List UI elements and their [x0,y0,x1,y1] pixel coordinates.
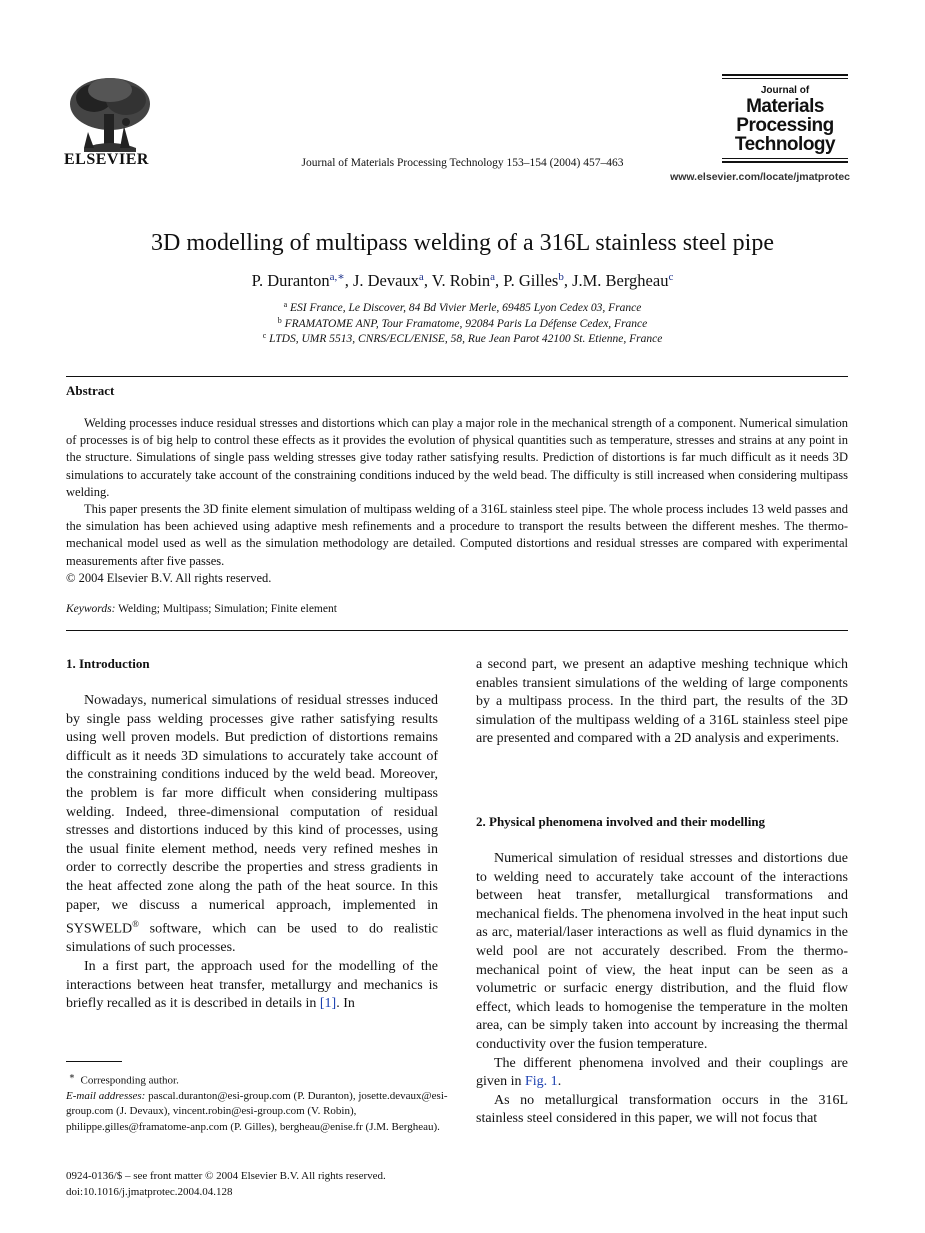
registered-mark: ® [132,919,139,930]
keywords-text: Welding; Multipass; Simulation; Finite element [118,603,337,615]
paragraph-text: In a first part, the approach used for the modelling of the interactions between heat transfer, metallurgy and mechanics is briefly recalled as it is described in details in [66,958,438,1012]
author-name: P. Gilles [503,271,559,290]
journal-reference: Journal of Materials Processing Technology 153–154 (2004) 457–463 [301,157,624,169]
keywords-label: Keywords: [66,603,116,615]
abstract-body [66,415,848,587]
author-name: P. Duranton [251,271,330,290]
author-affiliation-marker[interactable]: b [558,271,564,283]
journal-name-line-2: Processing [736,115,834,136]
paragraph-text: Nowadays, numerical simulations of residual stresses induced by single pass welding processes give rather satisfying results using well proven models. But prediction of distortions remains difficult as it needs 3D simulations to accurately take account of the constraining conditions induced by the weld bead. Moreover, the problem is far more difficult when considering multipass welding. Indeed, three-dimensional computation of residual stresses and distortions induced by this kind of processes, using the usual finite element method, needs very refined meshes in order to correctly describe the properties and stress gradients in the heat affected zone along the path of the heat source. In this paper, we discuss a numerical approach, implemented in SYSWELD [66,693,438,937]
paragraph: As no metallurgical transformation occurs in the 316L stainless steel considered in this paper, we will not focus that [476,1092,848,1127]
divider [66,376,848,377]
author-affiliation-marker[interactable]: a,∗ [329,271,345,283]
author-name: V. Robin [431,271,491,290]
figure-link[interactable]: Fig. 1 [525,1074,558,1090]
abstract-heading: Abstract [66,383,115,398]
section-heading-introduction: 1. Introduction [66,656,150,671]
section-heading-physical-phenomena: 2. Physical phenomena involved and their modelling [476,814,766,829]
journal-masthead [722,74,848,163]
issn-line: 0924-0136/$ – see front matter © 2004 Elsevier B.V. All rights reserved. [66,1170,386,1182]
author-name: J.M. Bergheau [572,271,669,290]
abstract-paragraph: Welding processes induce residual stresses and distortions which can play a major role in the mechanical strength of a component. Numerical simulation of processes is of big help to control these effects as it provides the evolution of physical quantities such as temperature, stresses and strains at any point in the structure. Simulations of single pass welding stresses give today rather satisfying results. Prediction of distortions is far much difficult as it needs 3D simulations to accurately take account of the constraining conditions induced by the weld bead. The difficulty is still increased when considering multipass welding. [66,416,848,499]
right-column-body [476,850,848,1129]
doi-line[interactable]: doi:10.1016/j.jmatprotec.2004.04.128 [66,1186,233,1198]
abstract-paragraph: This paper presents the 3D finite element simulation of multipass welding of a 316L stainless steel pipe. The whole process includes 13 weld passes and the simulation has been achieved using adaptive mesh refinements and a procedure to transport the results between the different meshes. The thermo-mechanical model used as well as the simulation methodology are detailed. Computed distortions and residual stresses are compared with experimental measurements after five passes. [66,502,848,568]
affiliation-text: ESI France, Le Discover, 84 Bd Vivier Merle, 69485 Lyon Cedex 03, France [290,302,642,314]
footnote-marker: ∗ [68,1071,75,1081]
author-separator: , [495,271,504,290]
affiliation [0,316,925,330]
paragraph [476,1055,848,1092]
paragraph-text: software, which can be used to do realistic simulations of such processes. [66,921,438,956]
affiliation [0,331,925,345]
paragraph-text: . [557,1074,562,1090]
author-name: J. Devaux [352,271,419,290]
paragraph [66,692,438,958]
journal-name-line-3: Technology [734,134,836,155]
journal-name-line-1: Materials [746,96,824,117]
footnote-text: Corresponding author. [80,1074,179,1087]
footnotes [66,1069,450,1135]
email-label: E-mail addresses: [66,1089,146,1102]
corresponding-author-note [66,1069,450,1089]
paper-title: 3D modelling of multipass welding of a 316L stainless steel pipe [150,230,774,256]
front-matter [66,1168,456,1200]
divider [66,630,848,631]
keywords [66,603,337,615]
paragraph: a second part, we present an adaptive meshing technique which enables transient simulations of the welding of large components by a multipass process. In the third part, the results of the 3D simulation of the multipass welding of a 316L stainless steel pipe are presented and compared with a 2D analysis and experiments. [476,657,848,747]
affiliation-marker: a [283,300,288,309]
author-affiliation-marker[interactable]: a [418,271,424,283]
paragraph [66,958,438,1014]
journal-of-label: Journal of [760,85,810,96]
copyright-notice: © 2004 Elsevier B.V. All rights reserved. [66,570,272,585]
author-affiliation-marker[interactable]: a [490,271,496,283]
author-list [0,270,925,291]
author-separator: , [344,271,353,290]
left-column-body [66,692,438,1014]
author-separator: , [423,271,432,290]
paragraph-text: . In [336,996,355,1012]
publisher-name: ELSEVIER [64,151,149,168]
email-addresses [66,1089,450,1135]
affiliation-text: LTDS, UMR 5513, CNRS/ECL/ENISE, 58, Rue Jean Parot 42100 St. Etienne, France [269,333,663,345]
paragraph-text: The different phenomena involved and their couplings are given in [476,1055,848,1090]
affiliation [0,300,925,314]
affiliation-marker: c [262,331,267,340]
citation-link[interactable]: [1] [319,996,337,1012]
journal-url[interactable]: www.elsevier.com/locate/jmatprotec [670,171,850,183]
footnote-rule [66,1061,122,1062]
author-affiliation-marker[interactable]: c [668,271,674,283]
right-column-continuation [476,656,848,749]
affiliation-text: FRAMATOME ANP, Tour Framatome, 92084 Paris La Défense Cedex, France [284,318,648,330]
affiliation-marker: b [277,316,282,325]
author-separator: , [563,271,573,290]
email-list[interactable]: pascal.duranton@esi-group.com (P. Duranton), josette.devaux@esi-group.com (J. Devaux), vincent.robin@esi-group.com (V. Robin), philippe.gilles@framatome-anp.com (P. Gilles), bergheau@enise.fr (J.M. Bergheau). [66,1089,448,1133]
paragraph: Numerical simulation of residual stresses and distortions due to welding need to accurately take account of the interactions between heat transfer, metallurgical transformations and mechanical fields. The phenomena involved in the heat input such as arc, material/laser interactions as well as fluid dynamics in the weld pool are not accurately described. From the thermo-mechanical point of view, the heat input can be seen as a volumetric or surfacic energy distribution, and the fluid flow effect, which leads to homogenise the temperature in the molten area, can be simply taken into account by increasing the thermal conductivity over the fusion temperature. [476,851,848,1052]
